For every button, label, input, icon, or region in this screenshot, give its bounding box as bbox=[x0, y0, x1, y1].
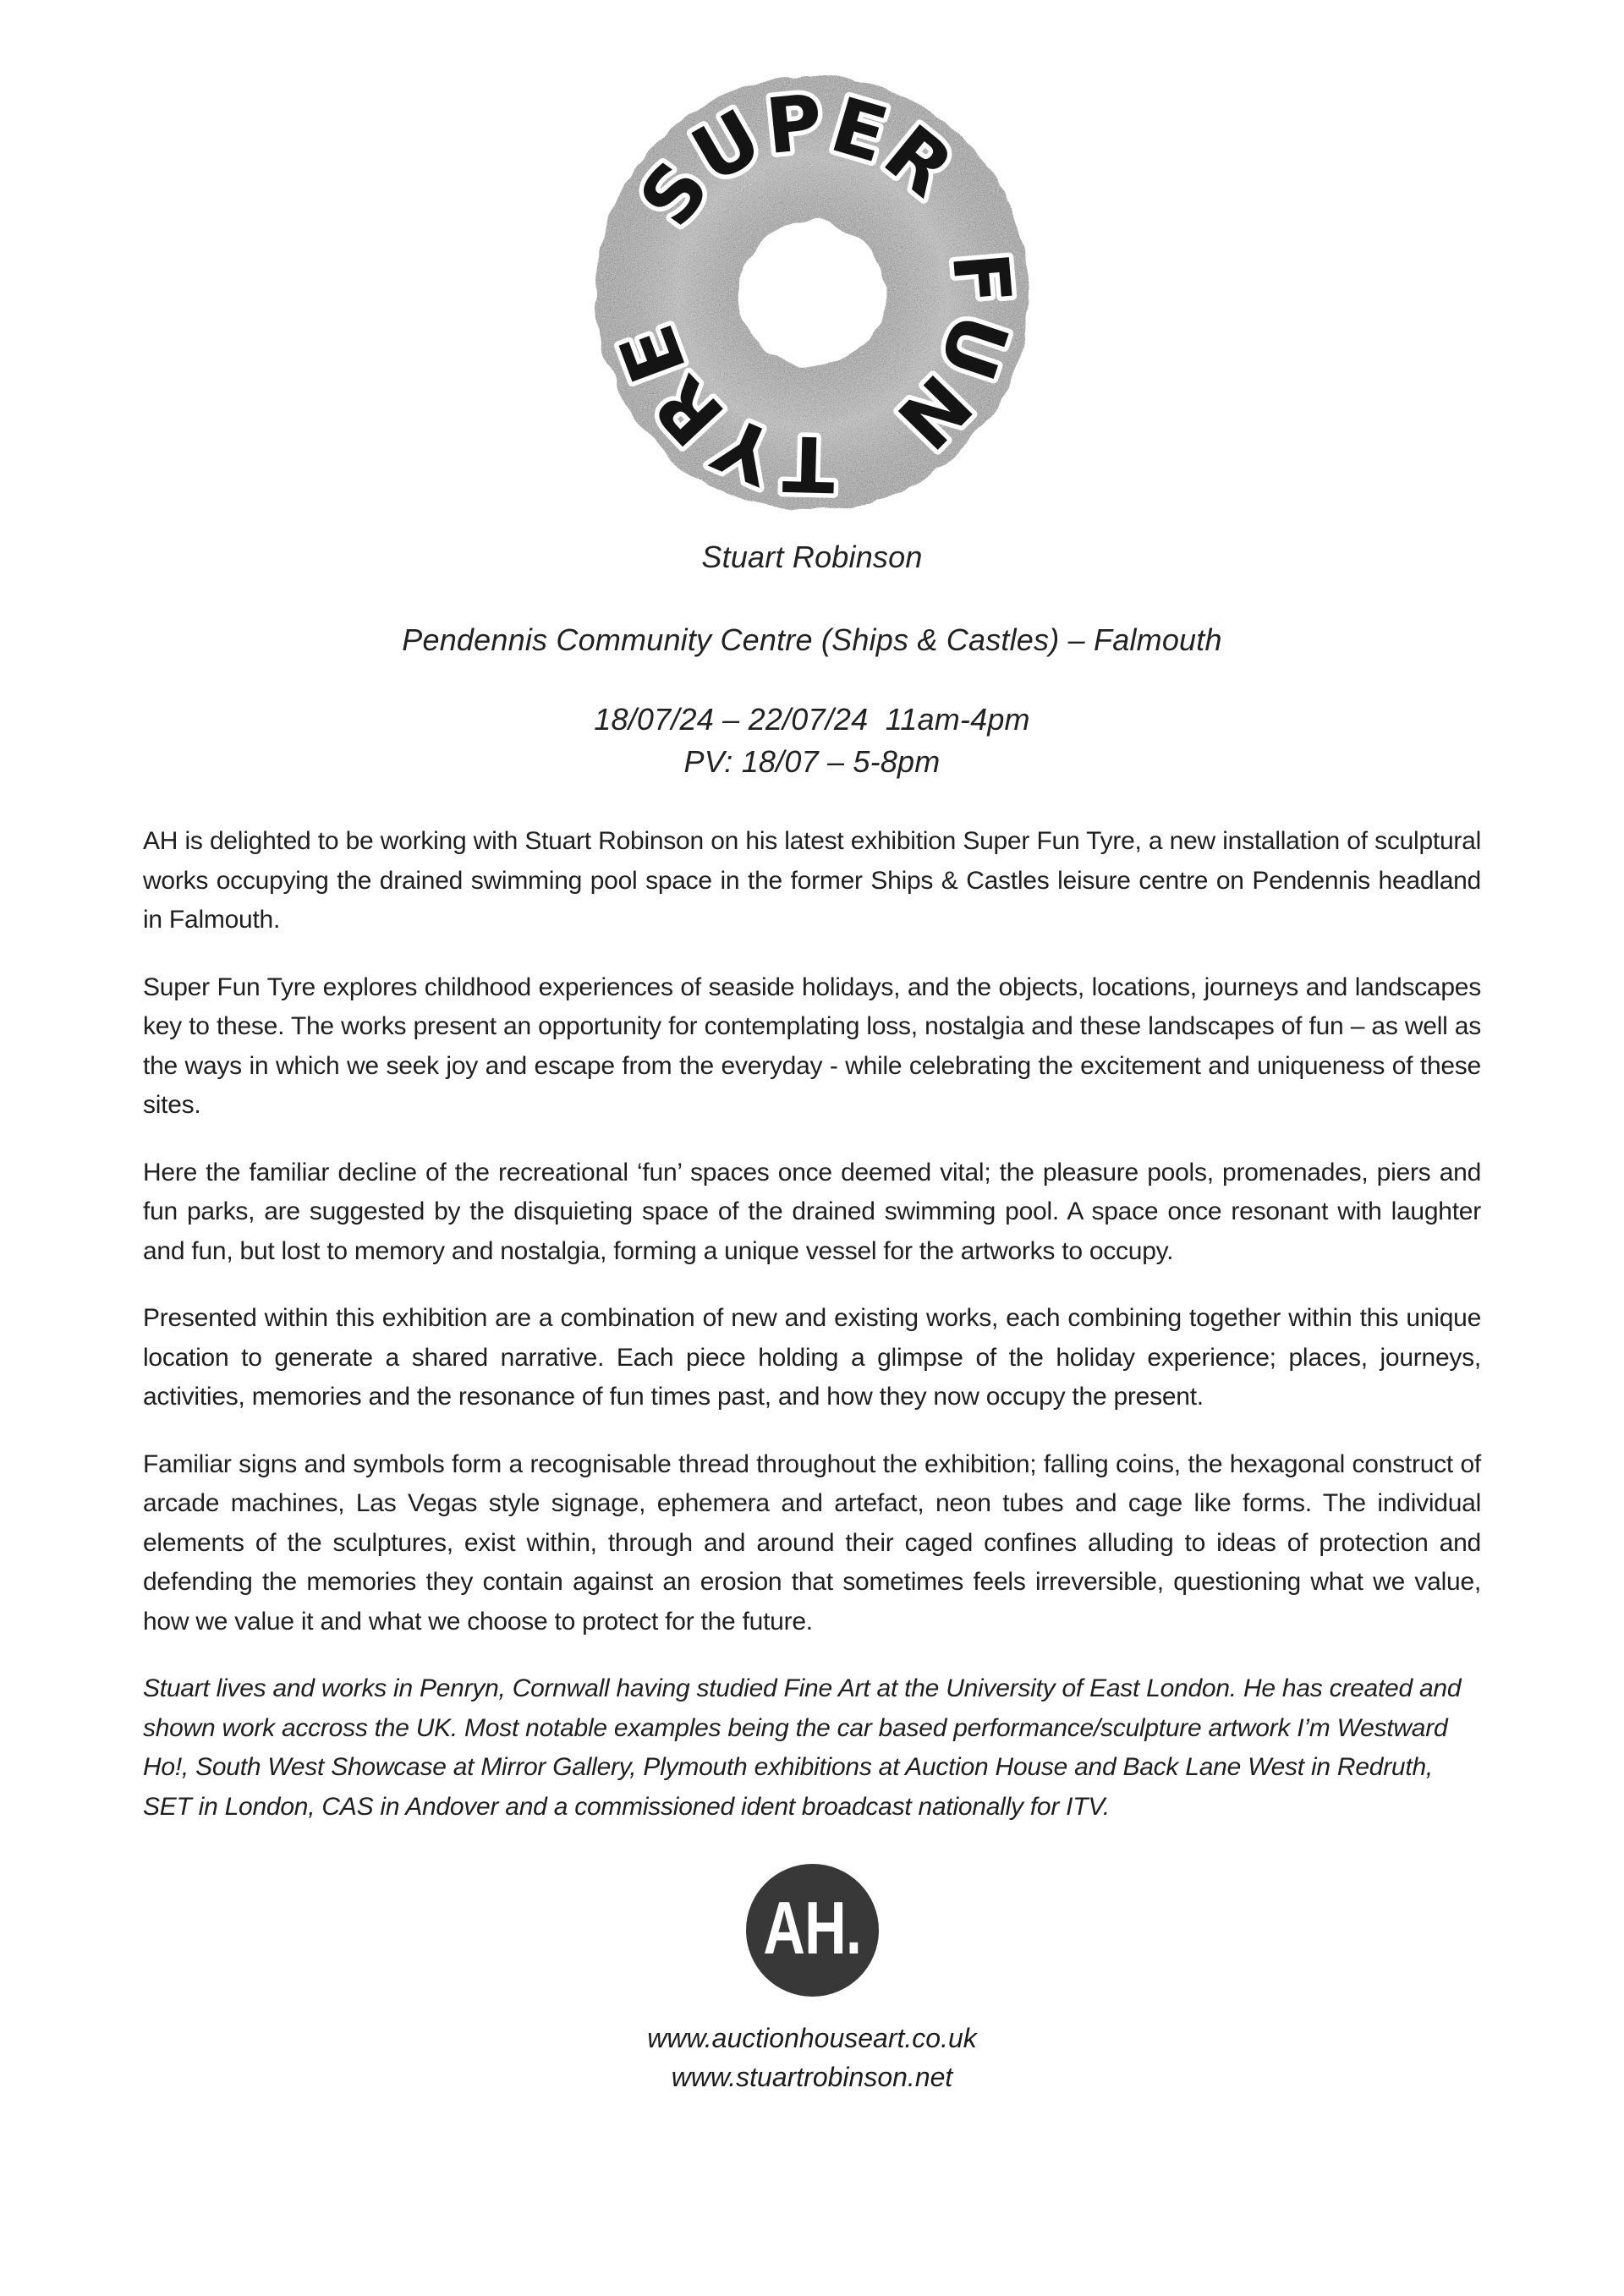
ah-logo-text: AH. bbox=[763, 1885, 861, 1970]
paragraph-artist-bio: Stuart lives and works in Penryn, Cornwall having studied Fine Art at the University of East London. He has created and shown work accross the UK. Most notable examples being the car based performance/sculpture artwork I’m Westward Ho!, South West Showcase at Mirror Gallery, Plymouth exhibitions at Auction House and Back Lane West in Redruth, SET in London, CAS in Andover and a commissioned ident broadcast nationally for ITV. bbox=[143, 1674, 1462, 1821]
tyre-graphic bbox=[567, 61, 1057, 534]
paragraph-works: Presented within this exhibition are a combination of new and existing works, each combining together within this unique location to generate a shared narrative. Each piece holding a glimpse of the holiday experience; places, journeys, activities, memories and the resonance of fun times past, and how they now occupy the present. bbox=[143, 1304, 1481, 1411]
link-stuartrobinson[interactable]: www.stuartrobinson.net bbox=[671, 2062, 953, 2092]
paragraph-concept: Super Fun Tyre explores childhood experiences of seaside holidays, and the objects, locations, journeys and landscapes key to these. The works present an opportunity for contemplating loss, nostalgia and these landscapes of fun – as well as the ways in which we seek joy and escape from the everyday - while celebrating the excitement and uniqueness of these sites. bbox=[143, 973, 1481, 1119]
paragraph-decline: Here the familiar decline of the recreational ‘fun’ spaces once deemed vital; the pleasure pools, promenades, piers and fun parks, are suggested by the disquieting space of the drained swimming pool. A space once resonant with laughter and fun, but lost to memory and nostalgia, forming a unique vessel for the artworks to occupy. bbox=[143, 1158, 1481, 1265]
footer-links bbox=[0, 2019, 1624, 2096]
paragraph-symbols: Familiar signs and symbols form a recognisable thread throughout the exhibition; falling coins, the hexagonal construct of arcade machines, Las Vegas style signage, ephemera and artefact, neon tubes and cage like forms. The individual elements of the sculptures, exist within, through and around their caged confines alluding to ideas of protection and defending the memories they contain against an erosion that sometimes feels irreversible, questioning what we value, how we value it and what we choose to protect for the future. bbox=[143, 1449, 1481, 1636]
tyre-ring-text: SUPER FUN TYRE bbox=[601, 77, 1028, 508]
press-release-body bbox=[143, 822, 1481, 1827]
ah-logo bbox=[746, 1864, 879, 1997]
super-fun-tyre-logo bbox=[0, 0, 1624, 534]
footer bbox=[0, 1864, 1624, 2096]
private-view-line: PV: 18/07 – 5-8pm bbox=[683, 744, 941, 779]
dates-line: 18/07/24 – 22/07/24 11am-4pm bbox=[594, 702, 1030, 737]
venue-line: Pendennis Community Centre (Ships & Castles) – Falmouth bbox=[402, 622, 1222, 657]
link-auctionhouseart[interactable]: www.auctionhouseart.co.uk bbox=[647, 2023, 977, 2053]
paragraph-intro: AH is delighted to be working with Stuart Robinson on his latest exhibition Super Fun Tyre, a new installation of sculptural works occupying the drained swimming pool space in the former Ships & Castles leisure centre on Pendennis headland in Falmouth. bbox=[143, 827, 1481, 934]
artist-name: Stuart Robinson bbox=[701, 540, 923, 574]
